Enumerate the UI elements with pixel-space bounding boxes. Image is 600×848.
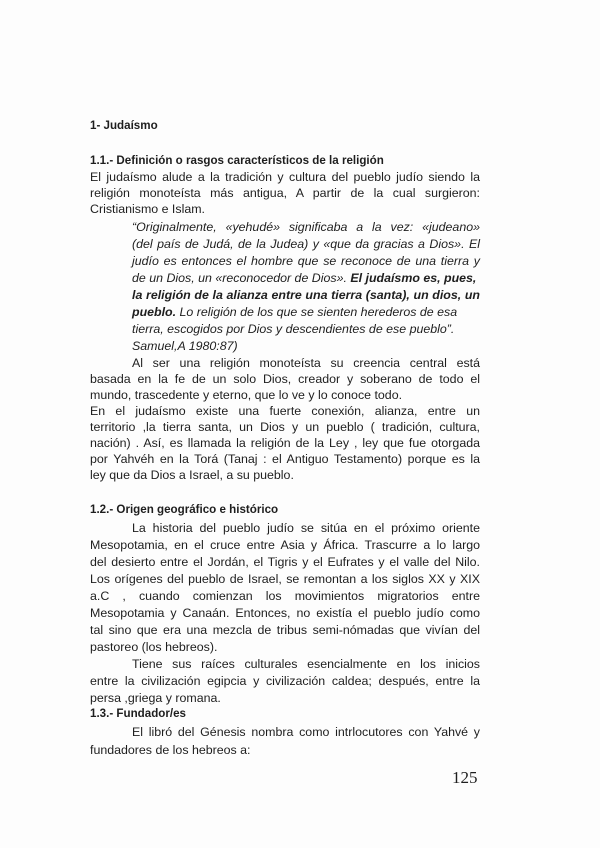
paragraph-line: por Yahvéh en la Torá (Tanaj : el Antiguo Testamento) porque es la <box>90 452 480 466</box>
quote-text: de un Dios, un «reconocedor de Dios». <box>132 271 347 285</box>
paragraph-line: mundo, trascedente y eterno, que lo ve y lo conoce todo. <box>90 388 403 402</box>
heading-1-3: 1.3.- Fundador/es <box>90 707 186 720</box>
quote-emphasis-line: la religión de la alianza entre una tierra (santa), un dios, un <box>132 288 480 302</box>
paragraph-line: Los orígenes del pueblo de Israel, se remontan a los siglos XX y XIX <box>90 572 480 586</box>
quote-line: judío es entonces el hombre que se reconoce de una tierra y <box>132 254 480 268</box>
paragraph-line: ley que da Dios a Israel, a su pueblo. <box>90 468 294 482</box>
paragraph-line: Cristianismo e Islam. <box>90 202 205 216</box>
paragraph-line: basada en la fe de un solo Dios, creador y soberano de todo el <box>90 372 480 386</box>
quote-text: Lo religión de los que se sienten herederos de esa <box>179 305 458 319</box>
paragraph-line: entre la civilización egipcia y civilización caldea; después, entre la <box>90 674 480 688</box>
quote-citation: Samuel,A 1980:87) <box>132 339 238 353</box>
quote-line <box>132 304 457 320</box>
heading-1-1: 1.1.- Definición o rasgos característicos de la religión <box>90 154 384 167</box>
paragraph-line: fundadores de los hebreos a: <box>90 743 251 757</box>
paragraph-line: En el judaísmo existe una fuerte conexión, alianza, entre un <box>90 404 480 418</box>
quote-emphasis: El judaísmo es, pues, <box>350 271 477 285</box>
section-title: 1- Judaísmo <box>90 119 158 132</box>
page-number: 125 <box>452 768 478 787</box>
paragraph-line: religión monoteísta más antigua, A partir de la cual surgieron: <box>90 186 480 200</box>
paragraph-line: territorio ,la tierra santa, un Dios y un pueblo ( tradición, cultura, <box>90 420 480 434</box>
paragraph-line: Al ser una religión monoteísta su creencia central está <box>132 356 480 370</box>
quote-line: tierra, escogidos por Dios y descendientes de ese pueblo”. <box>132 322 455 336</box>
paragraph-line: Mesopotamia y Canaán. Entonces, no existía el pueblo judío como <box>90 606 480 620</box>
paragraph-line: Tiene sus raíces culturales esencialmente en los inicios <box>132 657 480 671</box>
paragraph-line: nación) . Así, es llamada la religión de la Ley , ley que fue otorgada <box>90 436 480 450</box>
heading-1-2: 1.2.- Origen geográfico e histórico <box>90 503 279 516</box>
paragraph-line: del desierto entre el Jordán, el Tigris y el Eufrates y el valle del Nilo. <box>90 555 480 569</box>
paragraph-line: pastoreo (los hebreos). <box>90 640 218 654</box>
paragraph-line: a.C , cuando comienzan los movimientos migratorios entre <box>90 589 480 603</box>
quote-emphasis: pueblo. <box>132 305 177 319</box>
paragraph-line: La historia del pueblo judío se sitúa en el próximo oriente <box>132 521 480 535</box>
paragraph-line: Mesopotamia, en el cruce entre Asia y África. Trascurre a lo largo <box>90 538 480 552</box>
quote-line: (del país de Judá, de la Judea) y «que da gracias a Dios». El <box>132 237 480 251</box>
paragraph-line: tal sino que era una mezcla de tribus semi-nómadas que vivían del <box>90 623 480 637</box>
quote-line: “Originalmente, «yehudé» significaba a la vez: «judeano» <box>132 220 480 234</box>
paragraph-line: El judaísmo alude a la tradición y cultura del pueblo judío siendo la <box>90 170 480 184</box>
paragraph-line: persa ,griega y romana. <box>90 691 221 705</box>
paragraph-line: El libró del Génesis nombra como intrlocutores con Yahvé y <box>132 725 480 739</box>
quote-line <box>132 270 476 286</box>
